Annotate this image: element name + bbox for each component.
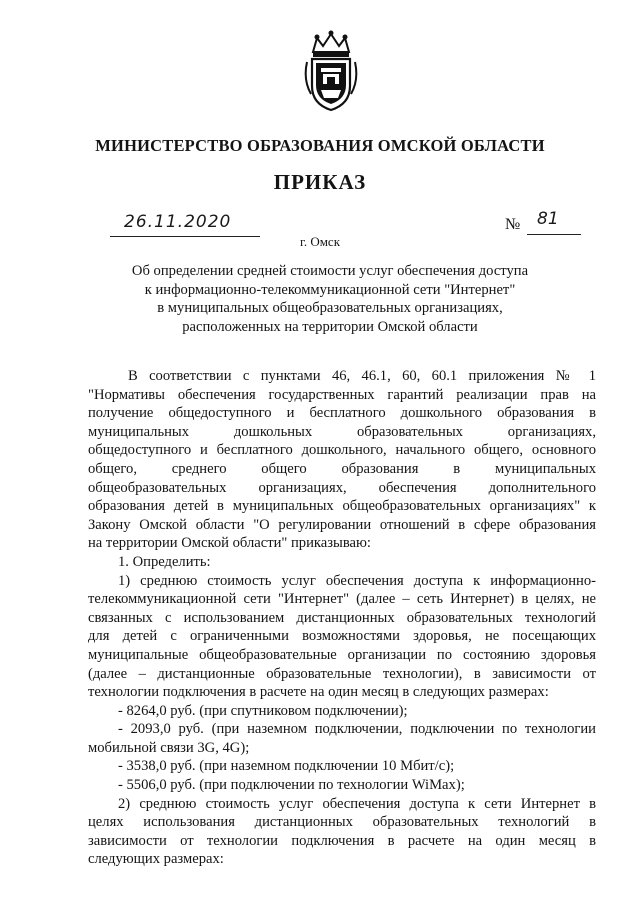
number-sign: № bbox=[505, 216, 521, 233]
handwritten-date: 26.11.2020 bbox=[124, 212, 232, 232]
number-underline bbox=[527, 209, 581, 235]
item-1-1-line: муниципальные общеобразовательные организации по состоянию здоровья bbox=[88, 646, 596, 663]
preamble-line: общего, среднего общего образования в муниципальных bbox=[88, 460, 596, 477]
item-1-heading: 1. Определить: bbox=[118, 553, 211, 570]
item-1-2-line: целях использования дистанционных образовательных технологий в bbox=[88, 814, 596, 831]
item-1-1-line: 1) среднюю стоимость услуг обеспечения доступа к информационно- bbox=[118, 572, 596, 589]
preamble-line: муниципальных дошкольных образовательных организациях, bbox=[88, 423, 596, 440]
ministry-name: МИНИСТЕРСТВО ОБРАЗОВАНИЯ ОМСКОЙ ОБЛАСТИ bbox=[95, 136, 545, 155]
subject-line: к информационно-телекоммуникационной сети "Интернет" bbox=[144, 281, 516, 298]
omsk-coat-of-arms-icon bbox=[303, 28, 359, 114]
order-number-field bbox=[505, 209, 580, 236]
document-title: ПРИКАЗ bbox=[273, 170, 367, 194]
preamble-line: Закону Омской области "О регулировании отношений в сфере образования bbox=[88, 516, 596, 533]
preamble-line: В соответствии с пунктами 46, 46.1, 60, 60.1 приложения № 1 bbox=[128, 368, 596, 384]
item-1-2-line: следующих размерах: bbox=[88, 851, 224, 868]
preamble-line: образования детей в муниципальных общеобразовательных организациях" к bbox=[88, 498, 596, 515]
item-1-1-line: связанных с использованием дистанционных образовательных технологий bbox=[88, 609, 596, 626]
order-body bbox=[88, 367, 596, 869]
price-line: - 8264,0 руб. (при спутниковом подключении); bbox=[118, 702, 408, 719]
preamble-line: на территории Омской области" приказываю: bbox=[88, 535, 371, 552]
subject-line: в муниципальных общеобразовательных организациях, bbox=[157, 300, 503, 316]
item-1-2-line: зависимости от технологии подключения в расчете на один месяц в bbox=[88, 832, 596, 849]
item-1-1-line: телекоммуникационной сети "Интернет" (далее – сеть Интернет) в целях, не bbox=[88, 591, 596, 608]
item-1-1-line: технологии подключения в расчете на один месяц в следующих размерах: bbox=[88, 684, 549, 701]
subject-line: Об определении средней стоимости услуг обеспечения доступа bbox=[131, 263, 529, 279]
item-1-1-line: (далее – дистанционные образовательные технологии), в зависимости от bbox=[88, 665, 596, 682]
preamble-line: общеобразовательных организациях, обеспечения дополнительного bbox=[88, 479, 596, 496]
preamble-line: получение общедоступного и бесплатного дошкольного образования в bbox=[88, 405, 596, 422]
price-line: - 5506,0 руб. (при подключении по технологии WiMax); bbox=[118, 777, 465, 794]
item-1-1-line: для детей с ограниченными возможностями здоровья, не посещающих bbox=[88, 628, 596, 645]
order-subject bbox=[120, 262, 540, 336]
item-1-2-line: 2) среднюю стоимость услуг обеспечения доступа к сети Интернет в bbox=[118, 795, 596, 812]
price-line: - 2093,0 руб. (при наземном подключении, подключении по технологии bbox=[118, 721, 596, 738]
preamble-line: "Нормативы обеспечения государственных гарантий реализации прав на bbox=[88, 386, 596, 403]
handwritten-number: 81 bbox=[537, 209, 559, 229]
subject-line: расположенных на территории Омской области bbox=[182, 318, 478, 335]
price-line: мобильной связи 3G, 4G); bbox=[88, 739, 250, 756]
price-line: - 3538,0 руб. (при наземном подключении 10 Мбит/с); bbox=[118, 758, 455, 775]
city: г. Омск bbox=[299, 234, 341, 249]
preamble-line: общедоступного и бесплатного дошкольного, начального общего, основного bbox=[88, 442, 596, 459]
